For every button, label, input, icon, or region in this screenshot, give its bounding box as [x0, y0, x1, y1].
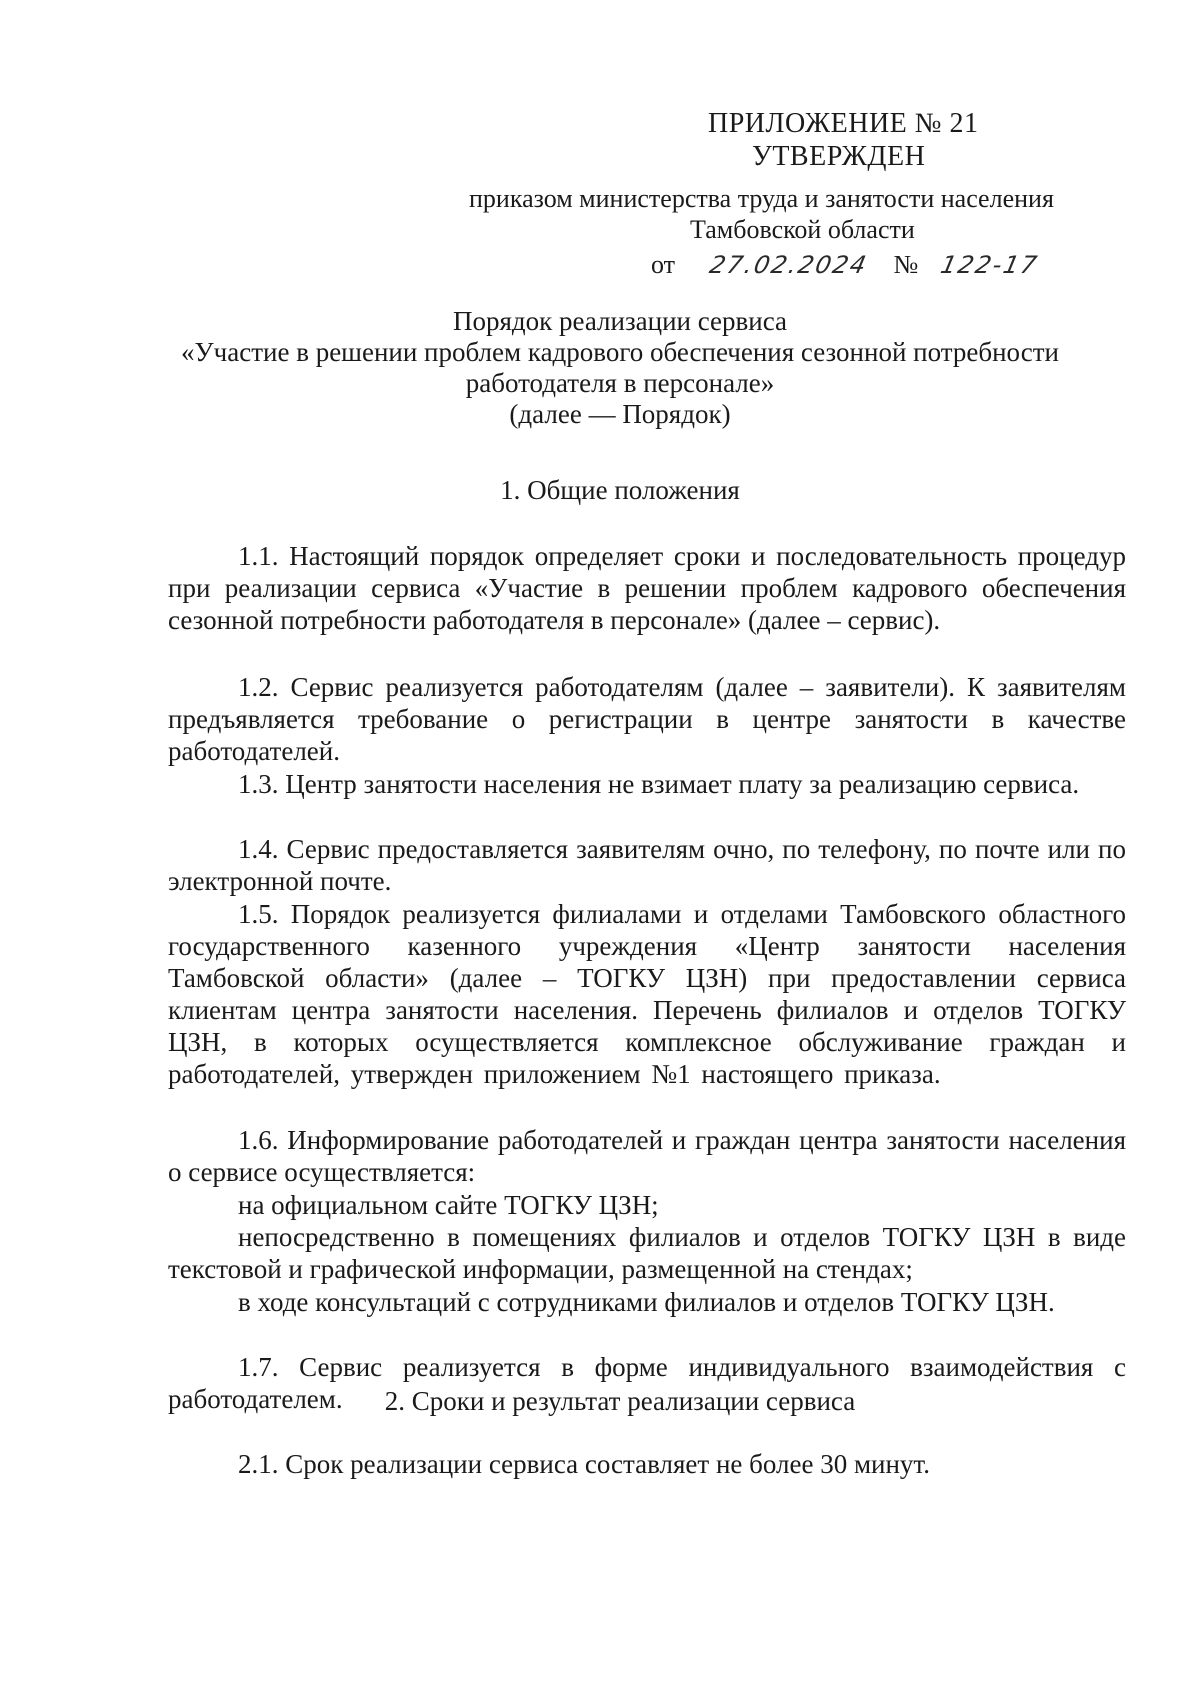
paragraph-text: на официальном сайте ТОГКУ ЦЗН; — [238, 1190, 659, 1220]
paragraph-text: в ходе консультаций с сотрудниками филиалов и отделов ТОГКУ ЦЗН. — [238, 1287, 1055, 1317]
date-prefix: от — [651, 250, 676, 279]
paragraph-text: 1.2. Сервис реализуется работодателям (далее – заявители). К заявителям предъявляется требование о регистрации в центре занятости в качестве работодателей. — [168, 672, 1126, 766]
order-authority-line1: приказом министерства труда и занятости населения — [469, 184, 1054, 213]
order-date-row — [651, 249, 1041, 281]
paragraph-1-2 — [168, 671, 1126, 767]
approved-label: УТВЕРЖДЕН — [752, 141, 926, 172]
paragraph-text: 1.4. Сервис предоставляется заявителям очно, по телефону, по почте или по электронной почте. — [168, 834, 1126, 896]
paragraph-1-6-item-site — [168, 1189, 1126, 1221]
paragraph-1-6-item-consultations — [168, 1286, 1126, 1318]
paragraph-1-5 — [168, 898, 1126, 1090]
title-line: (далее — Порядок) — [509, 399, 731, 429]
paragraph-text: 1.5. Порядок реализуется филиалами и отделами Тамбовского областного государственного казенного учреждения «Центр занятости населения Тамбовской области» (далее – ТОГКУ ЦЗН) при предоставлении сервиса клиентам центра занятости населения. Перечень филиалов и отделов ТОГКУ ЦЗН, в которых осуществляется комплексное обслуживание граждан и работодателей, утвержден приложением №1 настоящего приказа. — [168, 899, 1126, 1089]
paragraph-1-6-item-stands — [168, 1221, 1126, 1285]
section-heading-general: 1. Общие положения — [500, 475, 740, 505]
paragraph-2-1 — [168, 1448, 1126, 1480]
paragraph-text: 1.1. Настоящий порядок определяет сроки и последовательность процедур при реализации сервиса «Участие в решении проблем кадрового обеспечения сезонной потребности работодателя в персонале» (далее – сервис). — [168, 541, 1126, 635]
section-heading-terms: 2. Сроки и результат реализации сервиса — [384, 1386, 856, 1416]
paragraph-text: 1.3. Центр занятости населения не взимает плату за реализацию сервиса. — [238, 769, 1080, 799]
paragraph-text: непосредственно в помещениях филиалов и отделов ТОГКУ ЦЗН в виде текстовой и графической информации, размещенной на стендах; — [168, 1222, 1126, 1284]
appendix-number: ПРИЛОЖЕНИЕ № 21 — [708, 108, 979, 139]
title-line: Порядок реализации сервиса — [452, 306, 788, 336]
handwritten-date: 27.02.2024 — [706, 251, 871, 279]
order-authority-line2: Тамбовской области — [690, 215, 915, 244]
paragraph-text: 1.6. Информирование работодателей и граждан центра занятости населения о сервисе осуществляется: — [168, 1125, 1126, 1187]
paragraph-1-3 — [168, 768, 1126, 800]
paragraph-text: 2.1. Срок реализации сервиса составляет не более 30 минут. — [238, 1449, 930, 1479]
number-label: № — [893, 250, 919, 279]
paragraph-1-4 — [168, 833, 1126, 897]
paragraph-1-1 — [168, 540, 1126, 636]
document-title — [150, 306, 1090, 430]
title-line: «Участие в решении проблем кадрового обеспечения сезонной потребности — [181, 337, 1059, 367]
paragraph-text: 1.7. Сервис реализуется в форме индивидуального взаимодействия с работодателем. — [168, 1352, 1126, 1414]
title-line: работодателя в персонале» — [465, 368, 775, 398]
paragraph-1-6 — [168, 1124, 1126, 1188]
handwritten-order-number: 122-17 — [937, 251, 1041, 279]
